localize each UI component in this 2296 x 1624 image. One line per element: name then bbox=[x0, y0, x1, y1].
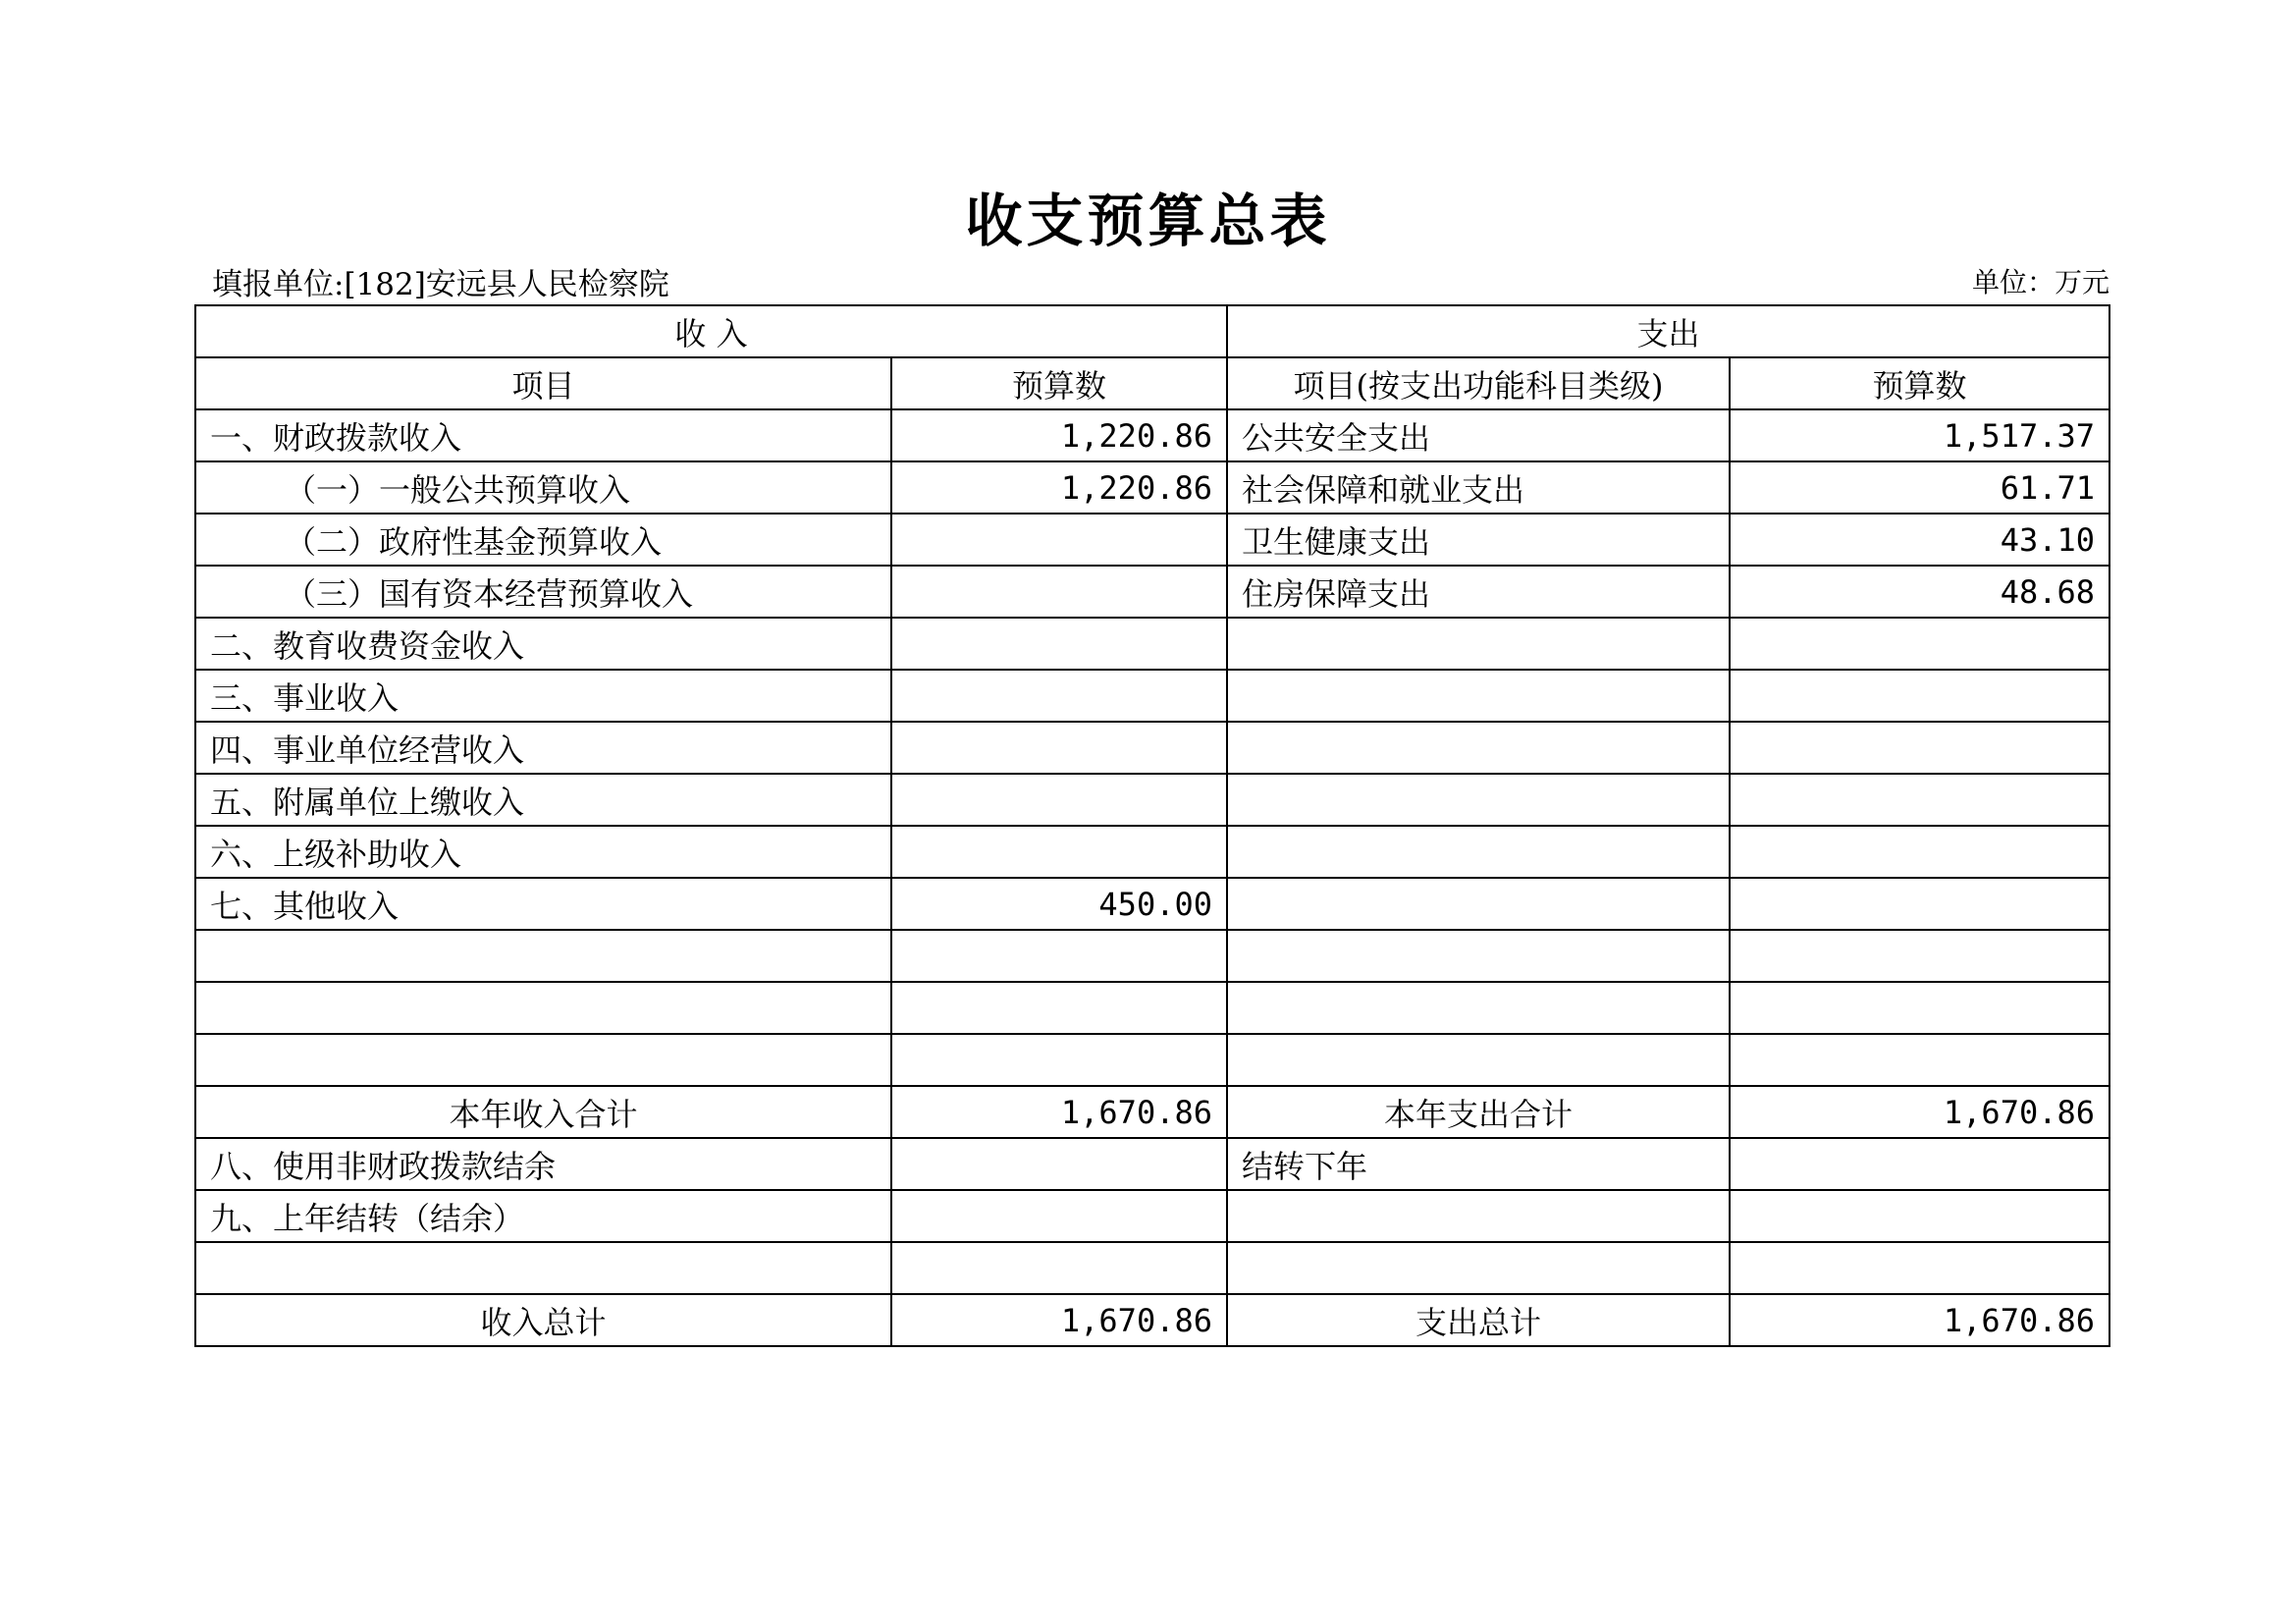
income-item-cell: 四、事业单位经营收入 bbox=[195, 722, 891, 774]
expense-amount-cell bbox=[1730, 826, 2109, 878]
expense-item-cell bbox=[1227, 826, 1730, 878]
expense-amount-cell bbox=[1730, 878, 2109, 930]
income-amount-header: 预算数 bbox=[891, 357, 1227, 409]
expense-item-cell bbox=[1227, 982, 1730, 1034]
expense-item-cell: 卫生健康支出 bbox=[1227, 514, 1730, 566]
expense-item-cell bbox=[1227, 930, 1730, 982]
expense-amount-cell: 48.68 bbox=[1730, 566, 2109, 618]
expense-amount-cell bbox=[1730, 618, 2109, 670]
income-item-cell: 九、上年结转（结余） bbox=[195, 1190, 891, 1242]
expense-item-cell bbox=[1227, 670, 1730, 722]
income-amount-cell bbox=[891, 618, 1227, 670]
table-row bbox=[195, 1242, 2109, 1294]
expense-item-cell bbox=[1227, 774, 1730, 826]
budget-table bbox=[194, 304, 2110, 1347]
table-row bbox=[195, 566, 2109, 618]
income-amount-cell: 1,670.86 bbox=[891, 1294, 1227, 1346]
expense-item-cell: 本年支出合计 bbox=[1227, 1086, 1730, 1138]
table-row bbox=[195, 461, 2109, 514]
expense-item-cell bbox=[1227, 1034, 1730, 1086]
income-item-cell: 收入总计 bbox=[195, 1294, 891, 1346]
expense-amount-cell: 1,670.86 bbox=[1730, 1294, 2109, 1346]
income-item-cell: 八、使用非财政拨款结余 bbox=[195, 1138, 891, 1190]
table-row bbox=[195, 774, 2109, 826]
expense-item-cell bbox=[1227, 878, 1730, 930]
income-item-cell bbox=[195, 1034, 891, 1086]
expense-item-cell bbox=[1227, 618, 1730, 670]
income-item-cell bbox=[195, 1242, 891, 1294]
income-item-cell: 一、财政拨款收入 bbox=[195, 409, 891, 461]
expense-item-cell bbox=[1227, 1190, 1730, 1242]
income-item-cell: 七、其他收入 bbox=[195, 878, 891, 930]
income-amount-cell: 450.00 bbox=[891, 878, 1227, 930]
expense-amount-cell bbox=[1730, 1034, 2109, 1086]
income-item-cell bbox=[195, 930, 891, 982]
table-row bbox=[195, 409, 2109, 461]
expense-amount-cell bbox=[1730, 1138, 2109, 1190]
expense-amount-cell: 1,517.37 bbox=[1730, 409, 2109, 461]
expense-section-header: 支出 bbox=[1227, 305, 2109, 357]
income-item-cell bbox=[195, 982, 891, 1034]
income-amount-cell bbox=[891, 1190, 1227, 1242]
expense-amount-cell: 1,670.86 bbox=[1730, 1086, 2109, 1138]
income-amount-cell bbox=[891, 1034, 1227, 1086]
income-amount-cell: 1,220.86 bbox=[891, 409, 1227, 461]
income-item-cell: 三、事业收入 bbox=[195, 670, 891, 722]
table-row bbox=[195, 1086, 2109, 1138]
expense-amount-cell bbox=[1730, 1190, 2109, 1242]
column-header-row bbox=[195, 357, 2109, 409]
income-item-cell: （三）国有资本经营预算收入 bbox=[195, 566, 891, 618]
expense-amount-cell: 43.10 bbox=[1730, 514, 2109, 566]
income-amount-cell bbox=[891, 566, 1227, 618]
expense-item-header: 项目(按支出功能科目类级) bbox=[1227, 357, 1730, 409]
income-amount-cell: 1,670.86 bbox=[891, 1086, 1227, 1138]
income-item-cell: （一）一般公共预算收入 bbox=[195, 461, 891, 514]
income-amount-cell bbox=[891, 982, 1227, 1034]
income-amount-cell bbox=[891, 774, 1227, 826]
income-section-header: 收 入 bbox=[195, 305, 1227, 357]
table-row bbox=[195, 722, 2109, 774]
table-row bbox=[195, 514, 2109, 566]
income-item-cell: 五、附属单位上缴收入 bbox=[195, 774, 891, 826]
income-item-header: 项目 bbox=[195, 357, 891, 409]
filing-unit: 填报单位:[182]安远县人民检察院 bbox=[212, 267, 669, 302]
income-amount-cell: 1,220.86 bbox=[891, 461, 1227, 514]
table-row bbox=[195, 930, 2109, 982]
table-row bbox=[195, 1190, 2109, 1242]
expense-item-cell: 住房保障支出 bbox=[1227, 566, 1730, 618]
income-item-cell: 二、教育收费资金收入 bbox=[195, 618, 891, 670]
expense-amount-cell bbox=[1730, 982, 2109, 1034]
income-item-cell: （二）政府性基金预算收入 bbox=[195, 514, 891, 566]
income-amount-cell bbox=[891, 722, 1227, 774]
page-title: 收支预算总表 bbox=[965, 188, 1331, 254]
expense-amount-cell bbox=[1730, 774, 2109, 826]
section-header-row bbox=[195, 305, 2109, 357]
expense-item-cell: 支出总计 bbox=[1227, 1294, 1730, 1346]
table-row bbox=[195, 878, 2109, 930]
income-amount-cell bbox=[891, 514, 1227, 566]
expense-item-cell: 社会保障和就业支出 bbox=[1227, 461, 1730, 514]
expense-amount-cell bbox=[1730, 930, 2109, 982]
expense-amount-cell: 61.71 bbox=[1730, 461, 2109, 514]
income-amount-cell bbox=[891, 1138, 1227, 1190]
income-amount-cell bbox=[891, 930, 1227, 982]
expense-item-cell: 公共安全支出 bbox=[1227, 409, 1730, 461]
expense-item-cell bbox=[1227, 1242, 1730, 1294]
expense-item-cell bbox=[1227, 722, 1730, 774]
expense-amount-cell bbox=[1730, 1242, 2109, 1294]
table-row bbox=[195, 1294, 2109, 1346]
table-body bbox=[195, 409, 2109, 1346]
income-amount-cell bbox=[891, 670, 1227, 722]
table-row bbox=[195, 1034, 2109, 1086]
table-row bbox=[195, 982, 2109, 1034]
income-item-cell: 六、上级补助收入 bbox=[195, 826, 891, 878]
expense-amount-header: 预算数 bbox=[1730, 357, 2109, 409]
expense-amount-cell bbox=[1730, 670, 2109, 722]
table-row bbox=[195, 1138, 2109, 1190]
income-amount-cell bbox=[891, 826, 1227, 878]
expense-amount-cell bbox=[1730, 722, 2109, 774]
currency-unit: 单位：万元 bbox=[1971, 266, 2109, 298]
table-row bbox=[195, 826, 2109, 878]
table-row bbox=[195, 670, 2109, 722]
table-row bbox=[195, 618, 2109, 670]
income-item-cell: 本年收入合计 bbox=[195, 1086, 891, 1138]
income-amount-cell bbox=[891, 1242, 1227, 1294]
expense-item-cell: 结转下年 bbox=[1227, 1138, 1730, 1190]
